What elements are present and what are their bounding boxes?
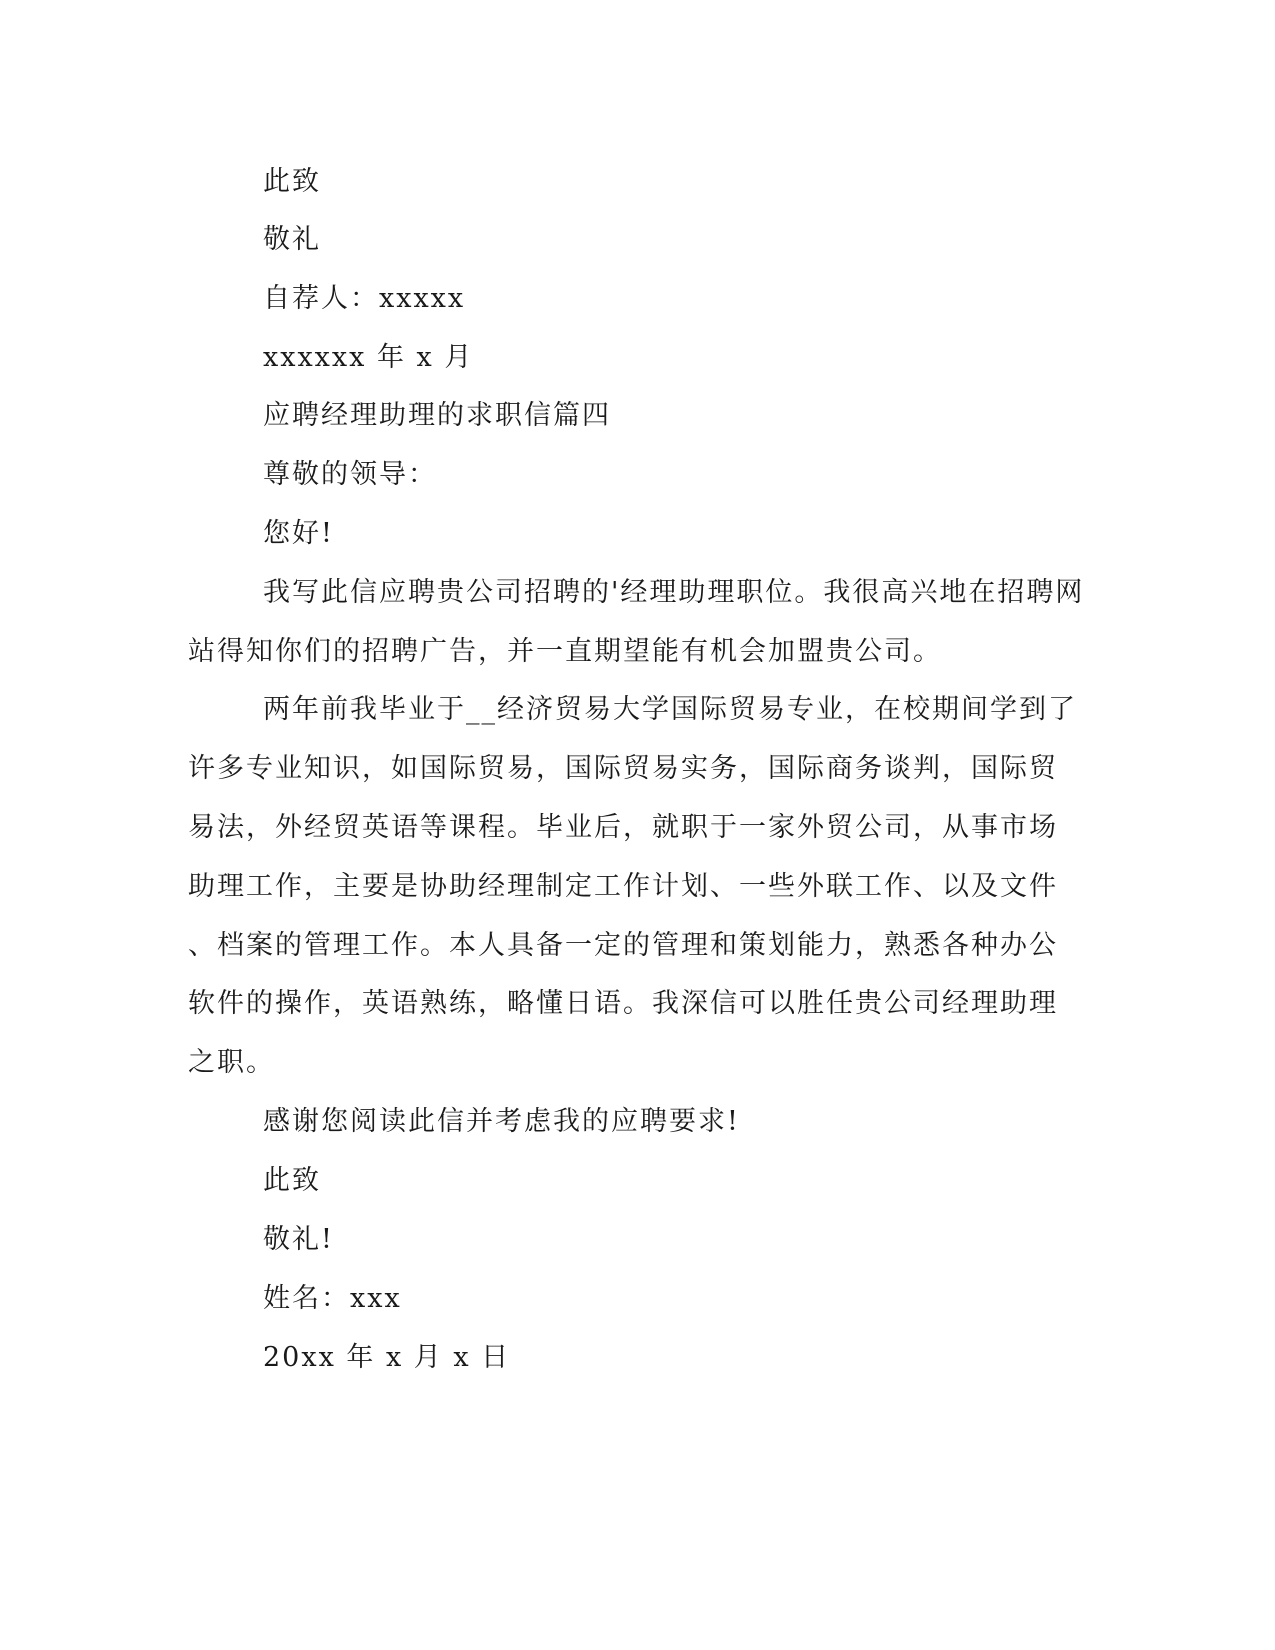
closing-line-2: 此致 [263, 1165, 321, 1196]
paragraph-2-line-7: 之职。 [188, 1047, 275, 1078]
paragraph-1-line-2: 站得知你们的招聘广告，并一直期望能有机会加盟贵公司。 [188, 636, 942, 667]
paragraph-1-line-1: 我写此信应聘贵公司招聘的'经理助理职位。我很高兴地在招聘网 [263, 577, 1085, 608]
section-heading: 应聘经理助理的求职信篇四 [263, 400, 611, 431]
thanks-line: 感谢您阅读此信并考虑我的应聘要求! [263, 1106, 740, 1137]
salutation-line: 敬礼 [263, 224, 321, 255]
paragraph-2-line-1: 两年前我毕业于__经济贸易大学国际贸易专业，在校期间学到了 [263, 694, 1077, 725]
paragraph-2-line-6: 软件的操作，英语熟练，略懂日语。我深信可以胜任贵公司经理助理 [188, 988, 1058, 1019]
hello-line: 您好! [263, 518, 334, 549]
paragraph-2-line-5: 、档案的管理工作。本人具备一定的管理和策划能力，熟悉各种办公 [188, 930, 1058, 961]
salutation-line-2: 敬礼! [263, 1224, 334, 1255]
paragraph-2-line-4: 助理工作，主要是协助经理制定工作计划、一些外联工作、以及文件 [188, 871, 1058, 902]
date-line: xxxxxx 年 x 月 [263, 342, 474, 373]
name-line: 姓名：xxx [263, 1283, 402, 1314]
paragraph-2-line-3: 易法，外经贸英语等课程。毕业后，就职于一家外贸公司，从事市场 [188, 812, 1058, 843]
paragraph-2-line-2: 许多专业知识，如国际贸易，国际贸易实务，国际商务谈判，国际贸 [188, 753, 1058, 784]
date-line-2: 20xx 年 x 月 x 日 [263, 1342, 511, 1373]
closing-line: 此致 [263, 166, 321, 197]
greeting-line: 尊敬的领导： [263, 459, 437, 490]
referrer-line: 自荐人：xxxxx [263, 283, 466, 314]
